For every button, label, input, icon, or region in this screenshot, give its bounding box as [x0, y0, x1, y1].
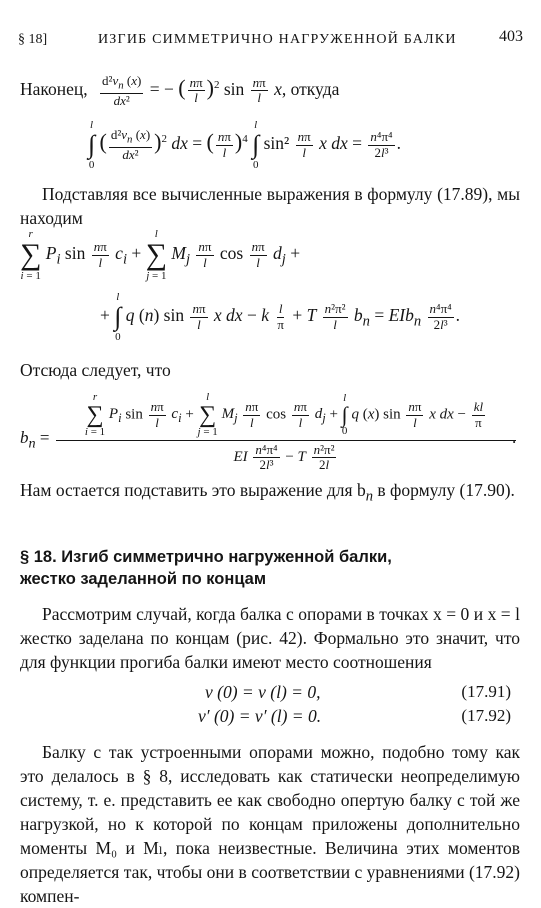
equation-number-17-91: (17.91) [461, 682, 511, 701]
equation-17-91: v (0) = v (l) = 0, [205, 682, 321, 702]
running-header [18, 30, 523, 50]
header-title: ИЗГИБ СИММЕТРИЧНО НАГРУЖЕННОЙ БАЛКИ [98, 32, 457, 47]
equation-integral: l ∫ 0 ( $\frac{d^2v_n (x)}{\text{dx²}}$ )$^2$ dx = ( $\frac{n\pi}{l}$ )$^4$ l ∫ 0 sin² $\frac{n\pi}{l}$ x dx = $\frac{\text{n⁴π⁴}}{\text{2l³}}$ . [88, 119, 401, 171]
para4-tail: в формулу (17.90). [373, 480, 515, 500]
para4-subscript: n [365, 488, 373, 505]
paragraph-consider-case [20, 602, 520, 674]
equation-second-derivative: Наконец, $\frac{d^2v_n (x)}{\text{dx²}}$ = − ( $\frac{n\pi}{l}$ )$^2$ sin $\frac{n\pi}{l}$ x, откуда [20, 73, 340, 108]
section-heading-line1: § 18. Изгиб симметрично нагруженной балки, [20, 548, 392, 566]
header-section: § 18] [18, 32, 48, 47]
equation-17-92: v′ (0) = v′ (l) = 0. [198, 706, 322, 726]
paragraph-substitution [20, 182, 520, 230]
book-page: § 18] ИЗГИБ СИММЕТРИЧНО НАГРУЖЕННОЙ БАЛКИ 403 Наконец, $\frac{d^2v_n (x)}{\text{dx²}}$ = − ( $\frac{n\pi}{l}$ )$^2$ sin $\frac{n\pi}{l}$ x, откуда l ∫ 0 ( $\frac{d^2v_n (x)}{\text{dx²}}$ )$^2$ dx = ( $\frac{n\pi}{l}$ )$^4$ l ∫ 0 sin² $\frac{n\pi}{l}$ x dx = $\frac{\text{n⁴π⁴}}{\text{2l³}}$ . Подставляя все вычисленные выражения в формулу (17.89), мы находим r ∑ i = 1 $P_i$ sin $\frac{n\pi}{l}$ $c_i$ + l ∑ j = 1 $M_j$ $\frac{n\pi}{l}$ cos $\frac{n\pi}{l}$ $d_j$ + + l ∫ 0 q (n) sin $\frac{n\pi}{l}$ x dx − k $\frac{l}{\pi}$ + T $\frac{\text{n²π²}}{l}$ $b_n = EIb_n$ $\frac{\text{n⁴π⁴}}{\text{2l³}}$ . Отсюда следует, что $b_n$ = r ∑ i = 1 $P_i$ sin $\frac{n\pi}{l}$ $c_i$ + l ∑ j = 1 $M_j$ $\frac{n\pi}{l}$ cos $\frac{n\pi}{l}$ $d_j$ + l ∫ 0 q (x) sin $\frac{n\pi}{l}$ x dx − $\frac{kl}{\pi}$ EI $\frac{\text{n⁴π⁴}}{\text{2l³}}$ − T $\frac{\text{n²π²}}{2l}$ . Нам остается подставить это выражение для $b_n$ в формулу (17.90). § 18. Изгиб симметрично нагруженной балки, жестко заделанной по концам Рассмотрим случай, когда балка с опорами в точках x = 0 и x = l жестко заделана по концам (рис. 42). Формально это значит, что для функции прогиба балки имеют место соотношения v (0) = v (l) = 0, (17.91) v′ (0) = v′ (l) = 0. (17.92) Балку с так устроенными опорами можно, подобно тому как это делалось в § 8, исследовать как статически неопределимую систему, т. е. представить ее как свободно опертую балку с той же нагрузкой, но к которой по концам приложены дополнительно моменты M₀ и Mₗ, пока неизвестные. Величина этих моментов определяется так, чтобы они в соответствии с уравнениями (17.92) компен- [18, 28, 523, 906]
paragraph-beam-supports [20, 740, 520, 908]
para4-text: Нам остается подставить это выражение для b [20, 480, 366, 500]
equation-sum-line2: + l ∫ 0 q (n) sin $\frac{n\pi}{l}$ x dx − k $\frac{l}{\pi}$ + T $\frac{\text{n²π²}}{l}$ $b_n = EIb_n$ $\frac{\text{n⁴π⁴}}{\text{2l³}}$ . [100, 291, 461, 343]
equation-number-17-92: (17.92) [461, 706, 511, 725]
page-number: 403 [499, 28, 523, 45]
para1-lead: Наконец, [20, 78, 88, 99]
section-heading [20, 546, 520, 590]
para5-text: Рассмотрим случай, когда балка с опорами в точках x = 0 и x = l жестко заделана по концам (рис. 42). Формально это значит, что для функции прогиба балки имеют место соотношения [20, 604, 520, 672]
paragraph-substitute-bn [20, 478, 520, 509]
para2-text: Подставляя все вычисленные выражения в формулу (17.89), мы находим [20, 184, 520, 228]
equation-sum-line1: r ∑ i = 1 $P_i$ sin $\frac{n\pi}{l}$ $c_i$ + l ∑ j = 1 $M_j$ $\frac{n\pi}{l}$ cos $\frac{n\pi}{l}$ $d_j$ + [20, 228, 301, 282]
para1-tail: откуда [290, 78, 340, 99]
paragraph-hence [20, 358, 520, 382]
para3-text: Отсюда следует, что [20, 360, 171, 380]
para6-text: Балку с так устроенными опорами можно, подобно тому как это делалось в § 8, исследовать как статически неопределимую систему, т. е. представить ее как свободно опертую балку с той же нагрузкой, но к которой по концам приложены дополнительно моменты M₀ и Mₗ, пока неизвестные. Величина этих моментов определяется так, чтобы они в соответствии с уравнениями (17.92) компен- [20, 742, 520, 906]
section-heading-line2: жестко заделанной по концам [20, 570, 267, 588]
